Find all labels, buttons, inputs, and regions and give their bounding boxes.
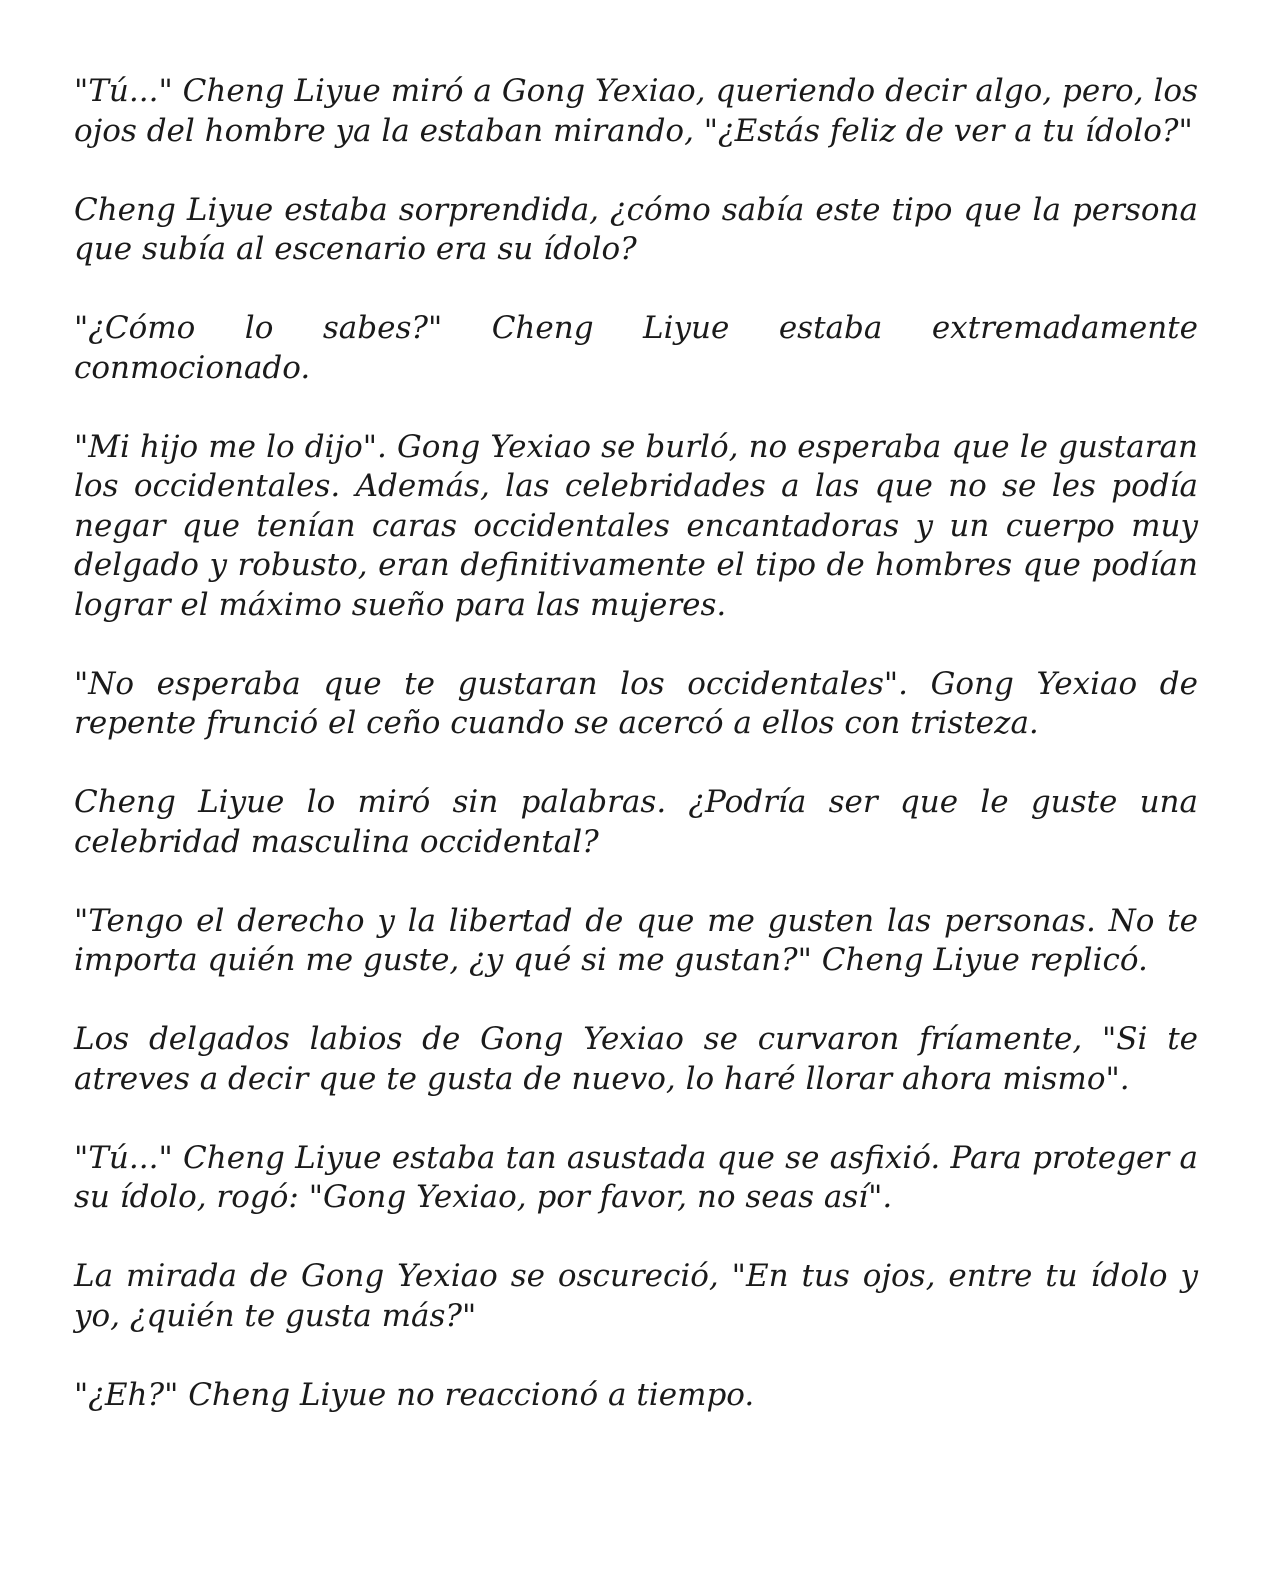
paragraph-8: Los delgados labios de Gong Yexiao se curvaron fríamente, "Si te atreves a decir que te gusta de nuevo, lo haré llorar ahora mismo". <box>74 1021 1198 1097</box>
paragraph-2: Cheng Liyue estaba sorprendida, ¿cómo sabía este tipo que la persona que subía al escenario era su ídolo? <box>74 191 1198 267</box>
paragraph-9: "Tú..." Cheng Liyue estaba tan asustada que se asfixió. Para proteger a su ídolo, rogó: "Gong Yexiao, por favor, no seas así". <box>74 1139 1198 1215</box>
paragraph-1: "Tú..." Cheng Liyue miró a Gong Yexiao, queriendo decir algo, pero, los ojos del hombre ya la estaban mirando, "¿Estás feliz de ver a tu ídolo?" <box>74 73 1198 149</box>
paragraph-5: "No esperaba que te gustaran los occidentales". Gong Yexiao de repente frunció el ceño cuando se acercó a ellos con tristeza. <box>74 665 1198 741</box>
paragraph-3: "¿Cómo lo sabes?" Cheng Liyue estaba extremadamente conmocionado. <box>74 310 1198 386</box>
paragraph-6: Cheng Liyue lo miró sin palabras. ¿Podría ser que le guste una celebridad masculina occidental? <box>74 784 1198 860</box>
paragraph-10: La mirada de Gong Yexiao se oscureció, "En tus ojos, entre tu ídolo y yo, ¿quién te gusta más?" <box>74 1258 1198 1334</box>
paragraph-7: "Tengo el derecho y la libertad de que me gusten las personas. No te importa quién me guste, ¿y qué si me gustan?" Cheng Liyue replicó. <box>74 902 1198 978</box>
paragraph-4: "Mi hijo me lo dijo". Gong Yexiao se burló, no esperaba que le gustaran los occidentales. Además, las celebridades a las que no se les podía negar que tenían caras occidentales encantadoras y un cuerpo muy delgado y robusto, eran definitivamente el tipo de hombres que podían lograr el máximo sueño para las mujeres. <box>74 428 1198 623</box>
paragraph-11: "¿Eh?" Cheng Liyue no reaccionó a tiempo. <box>74 1376 755 1413</box>
